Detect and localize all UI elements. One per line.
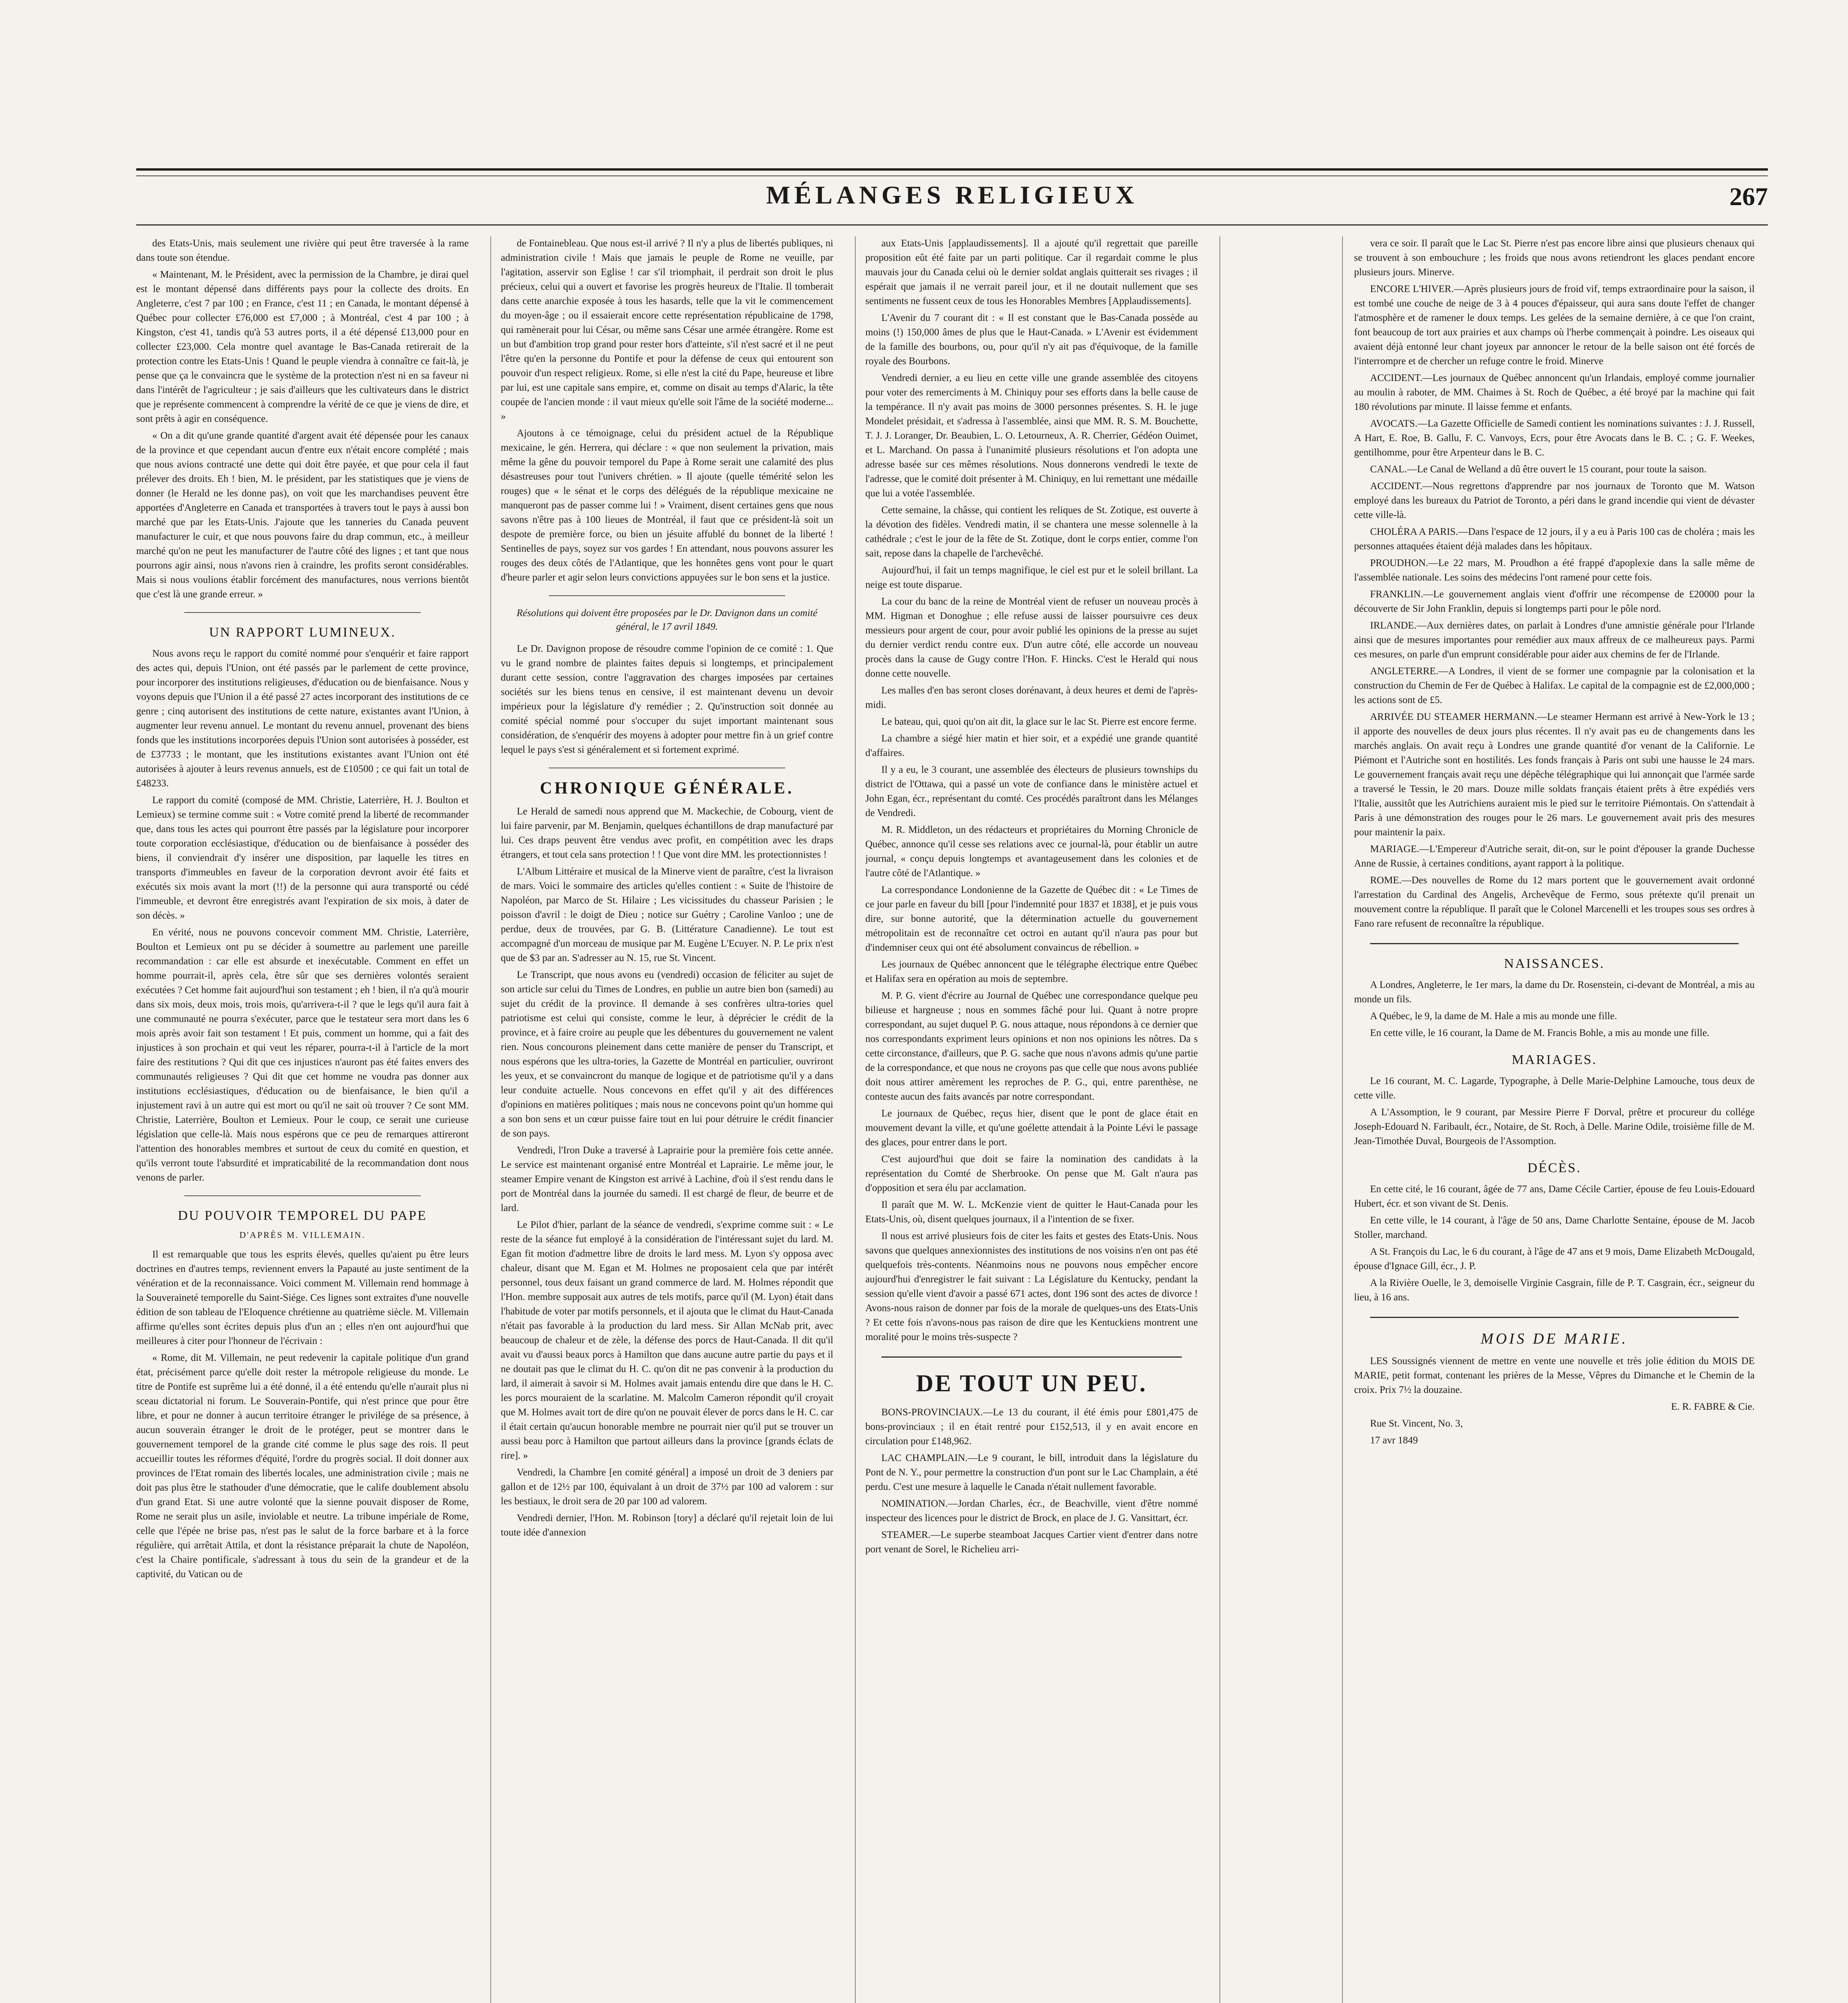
note: FRANKLIN.—Le gouvernement anglais vient d'offrir une récompense de £20000 pour la découverte de Sir John Franklin, depuis si longtemps parti pour le pôle nord. (1354, 589, 1755, 614)
paragraph: Le Dr. Davignon propose de résoudre comme l'opinion de ce comité : 1. Que vu le grand nombre de plaintes faites depuis si longtemps, et principalement durant cette session, contre l'aggravation des charges imposées par certaines sociétés sur les biens tenus en censive, il est maintenant devenu un devoir impérieux pour la législature d'y remédier ; 2. Qu'instruction soit donnée au comité spécial nommé pour s'occuper du sujet important maintenant sous considération, de s'enquérir des moyens à adopter pour mettre fin à un grief contre lequel le pays s'est si généralement et si fortement exprimé. (501, 643, 833, 755)
paragraph: Les malles d'en bas seront closes dorénavant, à deux heures et demi de l'après-midi. (865, 685, 1198, 710)
resolution-title: Résolutions qui doivent être proposées par le Dr. Davignon dans un comité général, le 17 avril 1849. (516, 608, 818, 632)
paragraph: Il paraît que M. W. L. McKenzie vient de quitter le Haut-Canada pour les Etats-Unis, où, disent quelques journaux, il a l'intention de se fixer. (865, 1199, 1198, 1225)
article-heading: DU POUVOIR TEMPOREL DU PAPE (178, 1208, 427, 1223)
birth-notice: En cette ville, le 16 courant, la Dame de M. Francis Bohle, a mis au monde une fille. (1370, 1028, 1709, 1038)
separator (184, 1195, 421, 1196)
death-notice: En cette ville, le 14 courant, à l'âge de 50 ans, Dame Charlotte Sentaine, épouse de M. Jacob Stoller, marchand. (1354, 1215, 1755, 1240)
header-rule (136, 224, 1768, 226)
advertisement-date: 17 avr 1849 (1370, 1435, 1418, 1446)
paragraph: Il nous est arrivé plusieurs fois de citer les faits et gestes des Etats-Unis. Nous savons que quelques annexionnistes des institutions de nos voisins n'en ont pas été quelquefois très-contents. Néanmoins nous ne pouvons nous empêcher encore aujourd'hui d'enregistrer le fait suivant : La Législature du Kentucky, pendant la session qu'elle vient d'avoir a passé 671 actes, dont 196 sont des actes de divorce ! Avons-nous raison de donner par fois de la morale de quelques-uns des Etats-Unis ? Et cette fois n'avons-nous pas raison de dire que les Kentuckiens montrent une moralité pour le moins très-suspecte ? (865, 1231, 1198, 1342)
paragraph: M. R. Middleton, un des rédacteurs et propriétaires du Morning Chronicle de Québec, annonce qu'il cesse ses relations avec ce journal-là, pour établir un autre journal, « conçu depuis longtemps et avantageusement dans les colonies et de l'autre côté de l'Atlantique. » (865, 824, 1198, 879)
marriage-notice: Le 16 courant, M. C. Lagarde, Typographe, à Delle Marie-Delphine Lamouche, tous deux de cette ville. (1354, 1076, 1755, 1101)
paragraph: Le rapport du comité (composé de MM. Christie, Laterrière, H. J. Boulton et Lemieux) se termine comme suit : « Votre comité prend la liberté de recommander que, dans tous les actes qui pourront être passés par la législature pour incorporer toute corporation ecclésiastique, d'éducation ou de bienfaisance à posséder des biens, il conviendrait d'y insérer une disposition, par laquelle les titres en transports d'immeubles en faveur de la corporation devront avoir été faits et exécutés six mois avant la mort (!!) de la personne qui aura transporté ou cédé l'immeuble, et devront être enregistrés avant l'expiration de six mois, à dater de son décès. » (136, 795, 469, 921)
note: MARIAGE.—L'Empereur d'Autriche serait, dit-on, sur le point d'épouser la grande Duchesse Anne de Russie, à certaines conditions, ayant rapport à la politique. (1354, 844, 1755, 869)
paragraph: Vendredi dernier, l'Hon. M. Robinson [tory] a déclaré qu'il rejetait loin de lui toute idée d'annexion (501, 1513, 833, 1538)
column-divider (1219, 236, 1220, 2003)
note: ARRIVÉE DU STEAMER HERMANN.—Le steamer Hermann est arrivé à New-York le 13 ; il apporte des nouvelles de deux jours plus récentes. Il n'y avait pas eu de changements dans les marchés anglais. On avait reçu à Londres une grande quantité d'or venant de la Californie. Le Piémont et l'Autriche sont en hostilités. Les fonds français à Paris ont subi une hausse le 24 mars. Le gouvernement français avait reçu une dépêche télégraphique qui lui annonçait que l'armée sarde a traversé le Tessin, le 20 mars. Douze mille soldats français étaient prêts à être expédiés vers l'Italie, aussitôt que les Autrichiens auraient mis le pied sur le territoire Piémontais. On s'attendait à Paris à une démonstration des rouges pour le 26 mars. Le gouvernement avait pris des mesures pour maintenir la paix. (1354, 711, 1755, 838)
advertisement-address: Rue St. Vincent, No. 3, (1370, 1418, 1463, 1429)
note: BONS-PROVINCIAUX.—Le 13 du courant, il été émis pour £801,475 de bons-provinciaux ; il en était rentré pour £152,513, il y en avait encore en circulation pour £148,962. (865, 1407, 1198, 1447)
paragraph: La chambre a siégé hier matin et hier soir, et a expédié une grande quantité d'affaires. (865, 733, 1198, 758)
paragraph: La cour du banc de la reine de Montréal vient de refuser un nouveau procès à MM. Higman et Donoghue ; elle refuse aussi de laisser poursuivre ces deux messieurs pour argent de cour, pour avoir publié les opinions de la presse au sujet du dernier verdict rendu contre eux. D'un autre côté, elle accorde un nouveau procès dans la cause de Gugy contre l'Hon. F. Hincks. C'est le Herald qui nous donne cette nouvelle. (865, 596, 1198, 679)
note: ROME.—Des nouvelles de Rome du 12 mars portent que le gouvernement avait ordonné l'arrestation du Cardinal des Angelis, Archevêque de Fermo, sous prétexte qu'il prenait un mouvement contre la république. Il paraît que le Colonel Marcenelli et les troupes sous ses ordres à Fano rare refusent de reconnaître la république. (1354, 875, 1755, 929)
deces-heading: DÉCÈS. (1527, 1161, 1582, 1175)
separator (184, 612, 421, 613)
note: ENCORE L'HIVER.—Après plusieurs jours de froid vif, temps extraordinaire pour la saison, il est tombé une couche de neige de 3 à 4 pouces d'épaisseur, qui aura sans doute l'effet de changer l'atmosphère et de ramener le doux temps. Les gelées de la semaine dernière, à ce que l'on craint, font beaucoup de tort aux prairies et aux champs où l'herbe commençait à poindre. Les oiseaux qui avaient déjà entonné leur chant joyeux par annoncer le retour de la belle saison ont été forcés de l'interrompre et de chercher un refuge contre le froid. Minerve (1354, 284, 1755, 367)
note: IRLANDE.—Aux dernières dates, on parlait à Londres d'une amnistie générale pour l'Irlande ainsi que de mesures importantes pour remédier aux maux affreux de ce malheureux pays. Parmi ces mesures, on parle d'un emprunt considérable pour aider aux chemins de fer de l'Irlande. (1354, 620, 1755, 660)
paragraph: L'Album Littéraire et musical de la Minerve vient de paraître, c'est la livraison de mars. Voici le sommaire des articles qu'elles contient : « Suite de l'histoire de Napoléon, par Marco de St. Hilaire ; Les vicissitudes du chasseur Parisien ; le poisson d'avril : le doigt de Dieu ; notice sur Guétry ; Caroline Vanloo ; une de perdue, deux de trouvées, par G. B. (Littérature Canadienne). Le tout est accompagné d'un morceau de musique par M. Eugène L'Ecuyer. N. P. Le prix n'est que de $3 par an. S'adresser au N. 15, rue St. Vincent. (501, 866, 833, 963)
paragraph: Le Transcript, que nous avons eu (vendredi) occasion de féliciter au sujet de son article sur celui du Times de Londres, en publie un autre bien bon (samedi) au sujet du crédit de la province. Il demande à ses confrères ultra-tories quel patriotisme est celui qui consiste, comme le leur, à déprécier le crédit de la province, et à faire croire au peuple que les débentures du gouvernement ne valent rien. Nous concourons pleinement dans cette manière de penser du Transcript, et nous espérons que les ultra-tories, la Gazette de Montréal en particulier, ouvriront les yeux, et se convaincront du manque de logique et de patriotisme qu'il y a dans leur conduite actuelle. Nous concevons en effet qu'il y ait des différences d'opinions en matières politiques ; mais nous ne concevons point qu'un homme qui a son bon sens et un cœur puisse faire tout en lui pour détruire le crédit financier de son pays. (501, 969, 833, 1139)
birth-notice: A Londres, Angleterre, le 1er mars, la dame du Dr. Rosenstein, ci-devant de Montréal, a mis au monde un fils. (1354, 979, 1755, 1005)
paragraph: Nous avons reçu le rapport du comité nommé pour s'enquérir et faire rapport des actes qui, depuis l'Union, ont été passés par le parlement de cette province, pour incorporer des institutions religieuses, d'éducation ou de bienfaisance. Nous y voyons depuis que l'Union il a été passé 27 actes incorporant des institutions de ce genre ; cinq autorisent des institutions de cette nature, existantes avant l'Union, à augmenter leur revenu annuel. Le montant du revenu annuel, provenant des biens fonds que les institutions incorporées depuis l'Union sont autorisées à posséder, est de £37733 ; le montant, que les institutions existantes avant l'Union ont été autorisées à ajouter à leurs revenus annuels, est de £10500 ; ce qui fait un total de £48233. (136, 648, 469, 789)
paragraph: de Fontainebleau. Que nous est-il arrivé ? Il n'y a plus de libertés publiques, ni administration civile ! Mais que jamais le peuple de Rome ne veuille, par l'agitation, asservir son Eglise ! car s'il triomphait, il perdrait son droit le plus précieux, celui qui a ouvert et favorise les progrès heureux de l'Italie. Il tomberait dans cette anarchie exposée à tous les hasards, telle que la vit le commencement du moyen-âge ; ou il essaierait encore cette représentation républicaine de 1798, qui ramènerait pour lui César, ou même sans César une armée étrangère. Rome est un but d'ambition trop grand pour rester hors d'atteinte, s'il n'est sacré et il ne peut l'être qu'en la personne du Pontife et pour la défense de ceux qui entourent son pouvoir d'un respect religieux. Rome, si elle n'est la cité du Pape, heureuse et libre par lui, est une capitale sans empire, et, comme on disait au temps d'Alaric, la tête coupée de l'ancien monde : il vaut mieux qu'elle soit l'âme de la société moderne... » (501, 238, 833, 422)
column-divider (490, 236, 491, 2003)
mois-de-marie-heading: MOIS DE MARIE. (1481, 1330, 1628, 1347)
paragraph: Ajoutons à ce témoignage, celui du président actuel de la République mexicaine, le gén. Herrera, qui déclare : « que non seulement la privation, mais même la gêne du pouvoir temporel du Pape à Rome serait une calamité des plus désastreuses pour tout l'univers chrétien. » Il ajoute (quelle témérité selon les rouges) que « le sénat et le corps des délégués de la république mexicaine ne manqueront pas de passer comme lui ! » Vraiment, disent certaines gens que nous savons n'être pas à 100 lieues de Montréal, il faut que ce président-là soit un despote de première force, ou bien un jésuite affublé du bonnet de la liberté ! Sentinelles de pays, soyez sur vos gardes ! En attendant, nous pouvons assurer les rouges des deux côtés de l'Atlantique, que les honnêtes gens vont pour le quart d'heure parler et agir selon leurs convictions appuyées sur le bon sens et la justice. (501, 428, 833, 583)
marriage-notice: A L'Assomption, le 9 courant, par Messire Pierre F Dorval, prêtre et procureur du collége Joseph-Edouard N. Faribault, écr., Notaire, de St. Roch, à Delle. Marine Odile, troisième fille de M. Jean-Timothée Duval, Bourgeois de l'Assomption. (1354, 1107, 1755, 1147)
paragraph: C'est aujourd'hui que doit se faire la nomination des candidats à la représentation du Comté de Sherbrooke. On pense que M. Galt n'aura pas d'opposition et sera élu par acclamation. (865, 1154, 1198, 1193)
journal-title: MÉLANGES RELIGIEUX (766, 181, 1138, 209)
paragraph: Le journaux de Québec, reçus hier, disent que le pont de glace était en mouvement devant la ville, et qu'une goélette attendait à la Pointe Lévi le passage des glaces, pour entrer dans le port. (865, 1108, 1198, 1148)
paragraph: Vendredi, l'Iron Duke a traversé à Laprairie pour la première fois cette année. Le service est maintenant organisé entre Montréal et Laprairie. Le même jour, le steamer Empire venant de Kingston est arrivé à Lachine, d'où il s'est rendu dans le port de Montréal dans la journée du samedi. Il est chargé de fleur, de beurre et de lard. (501, 1145, 833, 1213)
note: ACCIDENT.—Les journaux de Québec annoncent qu'un Irlandais, employé comme journalier au moulin à raboter, de MM. Chaimes à St. Roch de Québec, a été broyé par la machine qui fait 180 révolutions par minute. Il laisse femme et enfants. (1354, 373, 1755, 412)
paragraph: « Maintenant, M. le Président, avec la permission de la Chambre, je dirai quel est le montant dépensé dans différents pays pour la collecte des droits. En Angleterre, c'est 7 par 100 ; en France, c'est 11 ; en Canada, le montant dépensé à Québec pour collecter £76,000 est £7,000 ; à Montréal, c'est 4 par 100 ; à Kingston, c'est 41, tandis qu'à 53 autres ports, il a été dépensé £13,000 pour en collecter £23,000. Cela montre quel avantage le Bas-Canada retirerait de la protection contre les Etats-Unis ! Quand le peuple viendra à connaître ce fait-là, je pense que ça le convaincra que le système de la protection n'est ni en sa faveur ni dans l'intérêt de l'agriculteur ; je sais d'ailleurs que les cultivateurs dans le district que je représente commencent à comprendre la vérité de ce que je viens de dire, et sont prêts à agir en conséquence. (136, 269, 469, 424)
article-heading: UN RAPPORT LUMINEUX. (209, 625, 396, 640)
paragraph: « Rome, dit M. Villemain, ne peut redevenir la capitale politique d'un grand état, précisément parce qu'elle doit rester la métropole religieuse du monde. Le titre de Pontife est suprême lui a été donné, il a été entendu qu'elle n'aurait plus ni sceau dictatorial ni forum. Le Souverain-Pontife, qui n'est prince que pour être libre, et pour ne donner à aucun territoire étranger le privilége de sa présence, à aucun souverain étranger le droit de le protéger, peut se montrer dans le gouvernement temporel de la grande cité comme le plus sage des rois. Il peut accueillir toutes les réformes d'équité, l'ordre du progrès social. Il doit donner aux provinces de l'Etat romain des libertés locales, une administration civile ; mais ne doit pas plus être le stathouder d'une démocratie, que le calife doublement absolu d'un grand Etat. Si une autre volonté que la sienne pouvait disposer de Rome, Rome ne serait plus un asile, inviolable et neutre. La tribune impériale de Rome, celle que l'épée ne brise pas, n'est pas le salut de la force barbare et à la force régulière, qui arrêtait Attila, et dont la résistance préparait la chute de Napoléon, c'est la Chaire pontificale, s'adressant à tous du sein de la grandeur et de la captivité, du Vatican ou de (136, 1352, 469, 1580)
column-divider (1342, 236, 1343, 2003)
paragraph: Aujourd'hui, il fait un temps magnifique, le ciel est pur et le soleil brillant. La neige est toute disparue. (865, 565, 1198, 590)
paragraph: Il est remarquable que tous les esprits élevés, quelles qu'aient pu être leurs doctrines en d'autres temps, reviennent envers la Papauté au juste sentiment de la vénération et de la reconnaissance. Voici comment M. Villemain rend hommage à la Souveraineté temporelle du Saint-Siége. Ces lignes sont extraites d'une nouvelle édition de son tableau de l'Eloquence chrétienne au quatrième siècle. M. Villemain affirme qu'elles sont écrites depuis plus d'un an ; elles n'en ont aujourd'hui que meilleures à citer pour l'honneur de l'écrivain : (136, 1249, 469, 1346)
separator (549, 595, 785, 596)
paragraph: Les journaux de Québec annoncent que le télégraphe électrique entre Québec et Halifax sera en opération au mois de septembre. (865, 959, 1198, 984)
naissances-heading: NAISSANCES. (1504, 956, 1605, 971)
note: PROUDHON.—Le 22 mars, M. Proudhon a été frappé d'apoplexie dans la salle même de l'assemblée nationale. Les soins des médecins l'ont ramené pour cette fois. (1354, 558, 1755, 583)
page-number: 267 (1729, 182, 1768, 211)
paragraph: Vendredi dernier, a eu lieu en cette ville une grande assemblée des citoyens pour voter des remerciments à M. Chiniquy pour ses efforts dans la belle cause de la tempérance. Il n'y avait pas moins de 3000 personnes présentes. S. H. le juge Mondelet présidait, et s'adressa à l'assemblée, ainsi que MM. R. S. M. Bouchette, T. J. J. Loranger, Dr. Beaubien, L. O. Letourneux, A. R. Cherrier, Gédéon Ouimet, et L. Marchand. On passa à l'unanimité plusieurs résolutions et l'on adopta une adresse basée sur ces mêmes résolutions. Nous donnerons vendredi le texte de l'adresse, que le comité doit présenter à M. Chiniquy, en lui remettant une médaille que lui a votée l'assemblée. (865, 373, 1198, 499)
paragraph: des Etats-Unis, mais seulement une rivière qui peut être traversée à la rame dans toute son étendue. (136, 238, 469, 263)
separator (1370, 1317, 1739, 1318)
mariages-heading: MARIAGES. (1511, 1052, 1597, 1067)
note: STEAMER.—Le superbe steamboat Jacques Cartier vient d'entrer dans notre port venant de Sorel, le Richelieu arri- (865, 1529, 1198, 1555)
paragraph: M. P. G. vient d'écrire au Journal de Québec une correspondance quelque peu bilieuse et hargneuse ; nous en sommes fâché pour lui. Quant à notre propre correspondant, au sujet duquel P. G. nous attaque, nous répondons à ce dernier que nos correspondants expriment leurs opinions et non nos opinions les nôtres. Da s cette circonstance, d'ailleurs, que P. G. sache que nous n'avons admis qu'une partie de la correspondance, et que nous ne croyons pas que celle que nous avons publiée doit nous attirer amèrement les reproches de P. G., qui, entre parenthèse, ne conteste aucun des faits avancés par notre correspondant. (865, 990, 1198, 1102)
column-3 (865, 236, 1198, 2003)
death-notice: En cette cité, le 16 courant, âgée de 77 ans, Dame Cécile Cartier, épouse de feu Louis-Edouard Hubert, écr. et son vivant de St. Denis. (1354, 1184, 1755, 1209)
death-notice: A St. François du Lac, le 6 du courant, à l'âge de 47 ans et 9 mois, Dame Elizabeth McDougald, épouse d'Ignace Gill, écr., J. P. (1354, 1246, 1755, 1272)
note: CANAL.—Le Canal de Welland a dû être ouvert le 15 courant, pour toute la saison. (1370, 464, 1707, 475)
paragraph: Le Herald de samedi nous apprend que M. Mackechie, de Cobourg, vient de lui faire parvenir, par M. Benjamin, quelques échantillons de drap manufacturé par lui. Ces draps peuvent être vendus avec profit, en compétition avec les draps étrangers, et tout cela sans protection ! ! Que vont dire MM. les protectionnistes ! (501, 806, 833, 860)
section-heading: DE TOUT UN PEU. (916, 1370, 1147, 1396)
paragraph: Il y a eu, le 3 courant, une assemblée des électeurs de plusieurs townships du district de l'Ottawa, qui a passé un vote de confiance dans le ministère actuel et John Egan, écr., représentant du comté. Ces procédés paraîtront dans les Mélanges de Vendredi. (865, 764, 1198, 818)
note: LAC CHAMPLAIN.—Le 9 courant, le bill, introduit dans la législature du Pont de N. Y., pour permettre la construction d'un pont sur le Lac Champlain, a été perdu. C'est une mesure à laquelle le Canada n'était nullement favorable. (865, 1453, 1198, 1492)
note: ANGLETERRE.—A Londres, il vient de se former une compagnie par la colonisation et la construction du Chemin de Fer de Québec à Halifax. Le capital de la compagnie est de £2,000,000 ; les actions sont de £5. (1354, 666, 1755, 705)
paragraph: Vendredi, la Chambre [en comité général] a imposé un droit de 3 deniers par gallon et de 12½ par 100, équivalant à un droit de 37½ par 100 ad valorem : sur les bestiaux, le droit sera de 20 par 100 ad valorem. (501, 1467, 833, 1507)
death-notice: A la Rivière Ouelle, le 3, demoiselle Virginie Casgrain, fille de P. T. Casgrain, écr., seigneur du lieu, à 16 ans. (1354, 1278, 1755, 1303)
section-heading: CHRONIQUE GÉNÉRALE. (540, 779, 794, 798)
paragraph: Le Pilot d'hier, parlant de la séance de vendredi, s'exprime comme suit : « Le reste de la séance fut employé à la considération de l'intéressant sujet du lard. M. Egan fit motion d'admettre libre de droits le lard mess. M. Lyon s'y opposa avec chaleur, disant que M. Egan et M. Holmes ne proposaient cela que par intérêt personnel, tous deux faisant un grand commerce de lard. M. Holmes répondit que l'Hon. membre supposait aux autres de tels motifs, parce qu'il (M. Lyon) était dans l'habitude de voter par motifs personnels, et il ajouta que le climat du Haut-Canada n'était pas favorable à la production du lard mess. Sir Allan McNab prit, avec beaucoup de chaleur et de zèle, la défense des porcs de Haut-Canada. Il dit qu'il avait vu d'aussi beaux porcs à Hamilton que dans aucune autre partie du pays et il ne doutait pas que le climat du H. C. qu'on dit ne pas convenir à la production du lard, il aimerait à savoir si M. Holmes avait jamais entendu dire que dans le H. C. les porcs mouraient de la scarlatine. M. Malcolm Cameron répondit qu'il croyait que M. Holmes avait tort de dire qu'on ne pouvait élever de porcs dans le H. C. car il était certain qu'aucun honorable membre ne pourrait nier qu'il put se trouver un aussi beau porc à Hamilton que partout ailleurs dans la province [grands éclats de rire]. » (501, 1219, 833, 1461)
paragraph: La correspondance Londonienne de la Gazette de Québec dit : « Le Times de ce jour parle en faveur du bill [pour l'indemnité pour 1837 et 1838], et je puis vous dire, sur bonne autorité, que la détermination actuelle du gouvernement métropolitain est de reconnaître cet octroi en autant qu'il n'aura pas pour but d'indemniser ceux qui ont été absolument convaincus de rébellion. » (865, 885, 1198, 953)
top-rule-thin (136, 175, 1768, 176)
note: vera ce soir. Il paraît que le Lac St. Pierre n'est pas encore libre ainsi que plusieurs chenaux qui se trouvent à son embouchure ; les froids que nous avons retiendront les glaces pendant encore plusieurs jours. Minerve. (1354, 238, 1755, 278)
paragraph: L'Avenir du 7 courant dit : « Il est constant que le Bas-Canada possède au moins (!) 150,000 âmes de plus que le Haut-Canada. » L'Avenir est évidemment de la famille des bourbons, ou, pour qu'il n'y ait pas d'équivoque, de la famille royale des Bourbons. (865, 312, 1198, 367)
column-divider (855, 236, 856, 2003)
birth-notice: A Québec, le 9, la dame de M. Hale a mis au monde une fille. (1370, 1011, 1617, 1022)
paragraph: Cette semaine, la châsse, qui contient les reliques de St. Zotique, est ouverte à la dévotion des fidèles. Vendredi matin, il se chantera une messe solennelle à la cathédrale ; c'est le jour de la fête de St. Zotique, dont le corps entier, comme l'on sait, repose dans la chapelle de l'archevêché. (865, 505, 1198, 559)
paragraph: Le bateau, qui, quoi qu'on ait dit, la glace sur le lac St. Pierre est encore ferme. (881, 716, 1197, 727)
note: CHOLÉRA A PARIS.—Dans l'espace de 12 jours, il y a eu à Paris 100 cas de choléra ; mais les personnes attaquées étaient déjà malades dans les hôpitaux. (1354, 526, 1755, 552)
column-2 (501, 236, 833, 2003)
note: AVOCATS.—La Gazette Officielle de Samedi contient les nominations suivantes : J. J. Russell, A Hart, E. Roe, B. Gallu, F. C. Vanvoys, Ecrs, pour être Avocats dans le B. C. ; G. F. Weekes, gentilhomme, pour être Arpenteur dans le B. C. (1354, 418, 1755, 458)
advertisement-signature: E. R. FABRE & Cie. (1671, 1401, 1755, 1412)
top-rule (136, 168, 1768, 171)
separator (1370, 943, 1739, 944)
page-header (136, 180, 1768, 224)
advertisement-text: LES Soussignés viennent de mettre en vente une nouvelle et très jolie édition du MOIS DE MARIE, petit format, contenant les prières de la Messe, Vêpres du Dimanche et le Chemin de la croix. Prix 7½ la douzaine. (1354, 1356, 1755, 1395)
paragraph: « On a dit qu'une grande quantité d'argent avait été dépensée pour les canaux de la province et que cependant aucun d'entre eux n'était encore complété ; mais que nous avions contracté une dette qui doit être payée, et que pour cela il faut prélever des droits. Eh ! bien, M. le président, par les statistiques que je viens de donner (le Herald ne les donne pas), on voit que les marchandises peuvent être apportées d'Angleterre en Canada et transportées à travers tout le pays à aussi bon marché que par les Etats-Unis. J'ajoute que les tanneries du Canada peuvent manufacturer le cuir, et que nous pouvons faire du drap commun, etc., à meilleur marché qu'on ne peut les manufacturer de l'autre côté des lignes ; et tant que nous pourrons agir ainsi, nous n'avons rien à craindre, les profits seront considérables. Mais si nous voulions établir forcément des manufactures, nous verrions bientôt que c'est là une grande erreur. » (136, 430, 469, 600)
note: NOMINATION.—Jordan Charles, écr., de Beachville, vient d'être nommé inspecteur des licences pour le district de Brock, en place de J. G. Vansittart, écr. (865, 1498, 1198, 1523)
paragraph: En vérité, nous ne pouvons concevoir comment MM. Christie, Laterrière, Boulton et Lemieux ont pu se décider à soumettre au parlement une pareille recommandation : car elle est absurde et inexécutable. Comment en effet un homme pourrait-il, après cela, être sûr que ses dernières volontés seraient exécutées ? Cet homme fait aujourd'hui son testament ; eh ! bien, il n'a qu'à mourir dans six mois, deux mois, trois mois, qu'arrivera-t-il ? que le legs qu'il aura fait à une communauté ne pourra s'exécuter, parce que le testateur sera mort dans les 6 mois après avoir fait son testament ! Et puis, comment un homme, qui a fait des injustices à son prochain et qui veut les réparer, pourra-t-il à l'article de la mort faire des restitutions ? Qui dit que ces injustices n'auront pas été faites envers des communautés religieuses ? Qui dit que cet homme ne voudra pas donner aux institutions ecclésiastiques, d'éducation ou de bienfaisance, le bien qu'il a injustement ravi à un autre qui est mort ou qu'il ne sait où trouver ? Ce sont MM. Christie, Laterrière, Boulton et Lemieux. Pour le coup, ce serait une curieuse législation que celle-là. Mais nous espérons que ce peu de remarques attireront l'attention des honorables membres et surtout de ceux du comité en question, et qu'ils verront toute l'absurdité et impraticabilité de la recommandation dont nous venons de parler. (136, 927, 469, 1183)
separator (881, 1356, 1182, 1358)
article-subheading: D'APRÈS M. VILLEMAIN. (239, 1230, 366, 1240)
note: ACCIDENT.—Nous regrettons d'apprendre par nos journaux de Toronto que M. Watson employé dans les bureaux du Patriot de Toronto, a péri dans le grand incendie qui vient de dévaster cette ville-là. (1354, 481, 1755, 520)
column-1 (136, 236, 469, 2003)
paragraph: aux Etats-Unis [applaudissements]. Il a ajouté qu'il regrettait que pareille proposition eût été faite par un parti politique. Car il regardait comme le plus mauvais jour du Canada celui où le dernier soldat anglais quitterait ses rivages ; il espérait que jamais il ne verrait pareil jour, et il ne doutait nullement que ses sentiments ne fussent ceux de tous les Honorables Membres [Applaudissements]. (865, 238, 1198, 306)
column-4 (1354, 236, 1755, 2003)
